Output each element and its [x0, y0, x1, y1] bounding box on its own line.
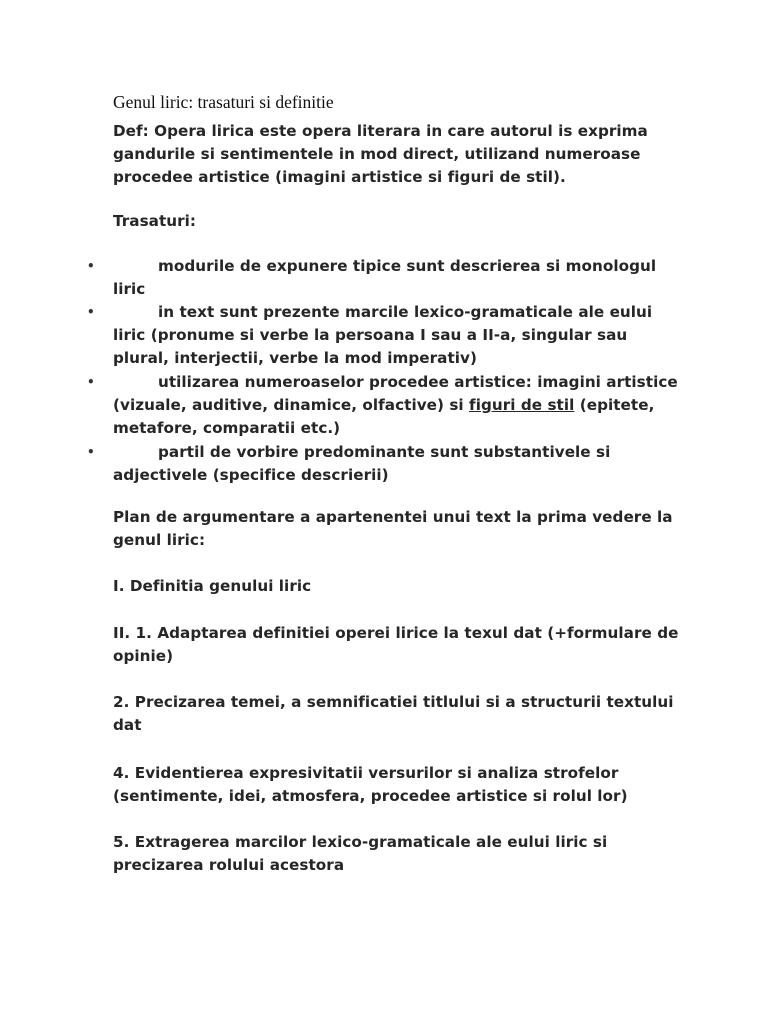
feature-text: modurile de expunere tipice sunt descrierea si monologul — [158, 257, 657, 275]
plan-item-line: precizarea rolului acestora — [113, 856, 345, 874]
features-heading-text: Trasaturi: — [113, 212, 197, 230]
feature-text: plural, interjectii, verbe la mod imperativ) — [113, 349, 477, 367]
plan-item-line: I. Definitia genului liric — [113, 577, 312, 595]
feature-text: liric — [113, 280, 146, 298]
plan-item — [113, 575, 673, 598]
definition-line: gandurile si sentimentele in mod direct, utilizand numeroase — [113, 145, 641, 163]
definition-line: Def: Opera lirica este opera literara in care autorul is exprima — [113, 122, 648, 140]
definition-paragraph — [113, 120, 673, 189]
figuri-de-stil-link[interactable]: figuri de stil — [469, 396, 575, 414]
plan-item-line: dat — [113, 716, 142, 734]
feature-text-segment: (epitete, — [574, 396, 655, 414]
plan-item — [113, 691, 673, 737]
feature-text: metafore, comparatii etc.) — [113, 419, 341, 437]
feature-text: liric (pronume si verbe la persoana I sau a II-a, singular sau — [113, 326, 628, 344]
plan-item — [113, 831, 673, 877]
feature-text-segment: (vizuale, auditive, dinamice, olfactive) si — [113, 396, 470, 414]
plan-item-line: 4. Evidentierea expresivitatii versurilor si analiza strofelor — [113, 764, 619, 782]
bullet-icon: • — [87, 259, 95, 273]
feature-text — [113, 394, 654, 417]
plan-item — [113, 622, 679, 668]
plan-item-line: opinie) — [113, 647, 174, 665]
bullet-icon: • — [87, 375, 95, 389]
plan-item-line: 2. Precizarea temei, a semnificatiei titlului si a structurii textului — [113, 693, 674, 711]
plan-item-line: 5. Extragerea marcilor lexico-gramaticale ale eului liric si — [113, 833, 608, 851]
bullet-icon: • — [87, 305, 95, 319]
features-heading — [113, 210, 673, 233]
plan-intro-line: Plan de argumentare a apartenentei unui text la prima vedere la — [113, 508, 673, 526]
feature-text: utilizarea numeroaselor procedee artistice: imagini artistice — [158, 373, 678, 391]
plan-item-line: (sentimente, idei, atmosfera, procedee artistice si rolul lor) — [113, 787, 628, 805]
definition-line: procedee artistice (imagini artistice si figuri de stil). — [113, 168, 566, 186]
feature-text: partil de vorbire predominante sunt substantivele si — [158, 443, 611, 461]
bullet-icon: • — [87, 445, 95, 459]
document-title: Genul liric: trasaturi si definitie — [113, 92, 334, 112]
plan-item — [113, 762, 673, 808]
plan-intro — [113, 506, 673, 552]
plan-intro-line: genul liric: — [113, 531, 206, 549]
feature-text: adjectivele (specifice descrierii) — [113, 466, 389, 484]
feature-text: in text sunt prezente marcile lexico-gramaticale ale eului — [158, 303, 653, 321]
plan-item-line: II. 1. Adaptarea definitiei operei lirice la texul dat (+formulare de — [113, 624, 679, 642]
